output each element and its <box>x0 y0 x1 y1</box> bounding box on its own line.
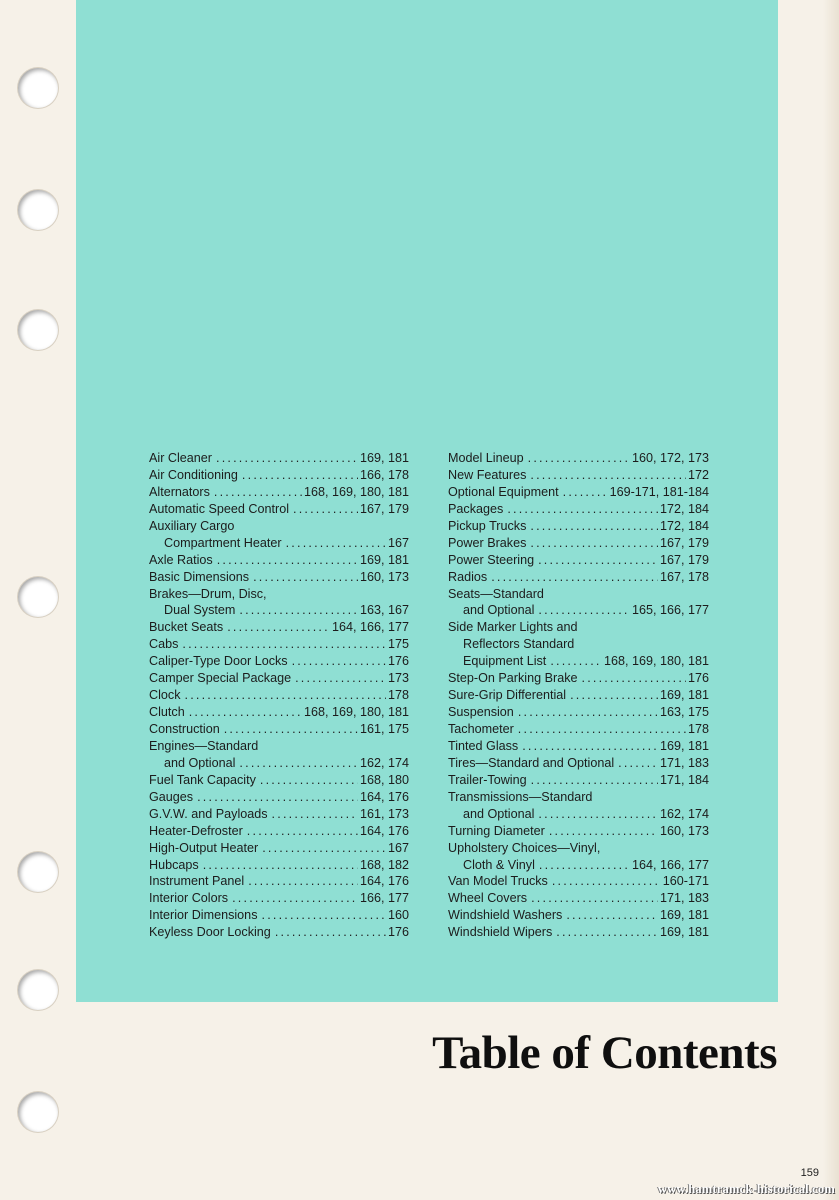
index-term: Van Model Trucks <box>448 874 548 889</box>
dot-leader <box>189 704 302 721</box>
dot-leader <box>248 873 358 890</box>
index-entry <box>149 450 409 467</box>
index-term: Wheel Covers <box>448 891 528 906</box>
dot-leader <box>518 721 686 738</box>
index-pages: 178 <box>687 722 709 736</box>
index-term: Air Cleaner <box>149 451 212 465</box>
index-entry <box>448 569 709 586</box>
index-term: Interior Colors <box>149 891 229 906</box>
index-term: Hubcaps <box>149 857 199 872</box>
index-pages: 172, 184 <box>659 518 709 533</box>
index-pages: 176 <box>387 925 409 940</box>
binder-hole <box>18 1092 58 1132</box>
index-pages: 160-171 <box>662 874 709 889</box>
index-term: Automatic Speed Control <box>149 501 290 516</box>
index-term: Tachometer <box>448 722 514 736</box>
index-term: Packages <box>448 501 504 516</box>
index-pages: 166, 178 <box>359 467 409 482</box>
index-pages: 171, 184 <box>659 772 709 787</box>
dot-leader <box>260 772 358 789</box>
index-entry <box>448 857 709 874</box>
dot-leader <box>566 907 658 924</box>
index-entry <box>448 552 709 569</box>
dot-leader <box>197 789 358 806</box>
index-pages: 172, 184 <box>659 501 709 516</box>
index-pages: 162, 174 <box>659 806 709 821</box>
index-entry <box>149 670 409 687</box>
index-entry <box>448 518 709 535</box>
index-entry <box>149 586 409 603</box>
index-pages: 176 <box>387 654 409 669</box>
dot-leader <box>531 890 658 907</box>
index-entry <box>149 789 409 806</box>
index-term: Construction <box>149 722 220 736</box>
index-term: Engines—Standard <box>149 738 259 753</box>
index-entry <box>448 890 709 907</box>
index-pages: 168, 182 <box>359 857 409 872</box>
index-column-left <box>149 450 409 941</box>
index-term: G.V.W. and Payloads <box>149 806 268 821</box>
index-entry <box>448 535 709 552</box>
index-term: Pickup Trucks <box>448 518 527 533</box>
index-entry <box>149 738 409 755</box>
dot-leader <box>556 924 658 941</box>
index-entry <box>448 806 709 823</box>
index-term: Side Marker Lights and <box>448 620 578 635</box>
index-entry <box>448 586 709 603</box>
index-entry <box>149 721 409 738</box>
dot-leader <box>522 738 658 755</box>
index-pages: 169, 181 <box>659 688 709 703</box>
index-term: Equipment List <box>463 654 547 669</box>
index-pages: 166, 177 <box>359 891 409 906</box>
index-entry <box>149 704 409 721</box>
index-entry <box>149 924 409 941</box>
index-pages: 168, 169, 180, 181 <box>303 484 409 499</box>
dot-leader <box>239 755 358 772</box>
index-pages: 169, 181 <box>359 451 409 465</box>
dot-leader <box>538 602 630 619</box>
index-pages: 169, 181 <box>659 908 709 923</box>
index-pages: 169, 181 <box>659 738 709 753</box>
dot-leader <box>262 840 386 857</box>
dot-leader <box>185 687 386 704</box>
dot-leader <box>563 484 608 501</box>
index-pages: 168, 169, 180, 181 <box>603 654 709 669</box>
binder-hole <box>18 970 58 1010</box>
index-term: Radios <box>448 569 488 584</box>
index-pages: 169-171, 181-184 <box>609 484 709 499</box>
index-entry <box>149 518 409 535</box>
index-entry <box>149 840 409 857</box>
dot-leader <box>232 890 358 907</box>
index-pages: 172 <box>687 467 709 482</box>
dot-leader <box>549 823 658 840</box>
index-entry <box>149 619 409 636</box>
index-entry <box>448 653 709 670</box>
dot-leader <box>247 823 358 840</box>
dot-leader <box>538 806 658 823</box>
index-term: Power Steering <box>448 552 535 567</box>
index-pages: 169, 181 <box>659 925 709 940</box>
index-entry <box>448 721 709 738</box>
index-term: Caliper-Type Door Locks <box>149 654 288 669</box>
dot-leader <box>570 687 658 704</box>
dot-leader <box>618 755 658 772</box>
dot-leader <box>293 501 358 518</box>
index-pages: 167 <box>387 535 409 550</box>
index-entry <box>448 687 709 704</box>
index-entry <box>448 823 709 840</box>
index-term: Clutch <box>149 705 185 720</box>
index-entry <box>448 704 709 721</box>
dot-leader <box>539 857 630 874</box>
index-pages: 164, 166, 177 <box>631 857 709 872</box>
index-term: Tinted Glass <box>448 738 519 753</box>
dot-leader <box>552 873 661 890</box>
dot-leader <box>262 907 386 924</box>
index-term: Cabs <box>149 637 179 652</box>
index-term: Step-On Parking Brake <box>448 671 578 686</box>
index-term: Sure-Grip Differential <box>448 688 567 703</box>
index-term: Air Conditioning <box>149 467 238 482</box>
index-entry <box>448 501 709 518</box>
index-entry <box>149 569 409 586</box>
index-entry <box>448 467 709 484</box>
index-pages: 167, 178 <box>659 569 709 584</box>
index-term: Brakes—Drum, Disc, <box>149 586 267 601</box>
dot-leader <box>224 721 358 738</box>
index-entry <box>149 602 409 619</box>
index-term: Heater-Defroster <box>149 823 243 838</box>
index-entry <box>448 873 709 890</box>
index-pages: 171, 183 <box>659 891 709 906</box>
dot-leader <box>582 670 686 687</box>
index-entry <box>448 772 709 789</box>
index-entry <box>149 687 409 704</box>
index-pages: 164, 176 <box>359 874 409 889</box>
index-term: Camper Special Package <box>149 671 292 686</box>
index-pages: 160 <box>387 908 409 923</box>
index-term: Fuel Tank Capacity <box>149 772 256 787</box>
dot-leader <box>530 467 686 484</box>
index-term: Cloth & Vinyl <box>463 857 535 872</box>
index-pages: 167, 179 <box>659 552 709 567</box>
dot-leader <box>216 450 358 467</box>
index-entry <box>149 873 409 890</box>
index-pages: 163, 167 <box>359 603 409 618</box>
index-term: Optional Equipment <box>448 484 559 499</box>
page-edge <box>823 0 839 1200</box>
dot-leader <box>530 518 658 535</box>
index-entry <box>448 619 709 636</box>
dot-leader <box>550 653 602 670</box>
index-term: Instrument Panel <box>149 874 245 889</box>
index-term: Seats—Standard <box>448 586 544 601</box>
index-entry <box>149 636 409 653</box>
index-pages: 169, 181 <box>359 552 409 567</box>
dot-leader <box>292 653 386 670</box>
dot-leader <box>272 806 358 823</box>
index-entry <box>149 467 409 484</box>
dot-leader <box>217 552 358 569</box>
index-pages: 160, 173 <box>659 823 709 838</box>
index-entry <box>448 755 709 772</box>
index-pages: 161, 173 <box>359 806 409 821</box>
index-pages: 160, 172, 173 <box>631 451 709 465</box>
index-term: New Features <box>448 467 527 482</box>
dot-leader <box>182 636 386 653</box>
page-title: Table of Contents <box>432 1027 777 1079</box>
binder-hole <box>18 310 58 350</box>
dot-leader <box>528 450 630 467</box>
index-pages: 168, 169, 180, 181 <box>303 705 409 720</box>
index-entry <box>149 501 409 518</box>
dot-leader <box>518 704 658 721</box>
dot-leader <box>530 535 658 552</box>
index-entry <box>448 924 709 941</box>
index-term: Compartment Heater <box>164 535 282 550</box>
index-entry <box>448 602 709 619</box>
index-entry <box>448 636 709 653</box>
index-term: and Optional <box>164 755 236 770</box>
index-pages: 178 <box>387 688 409 703</box>
index-pages: 165, 166, 177 <box>631 603 709 618</box>
index-entry <box>149 806 409 823</box>
index-term: Trailer-Towing <box>448 772 527 787</box>
dot-leader <box>239 602 358 619</box>
dot-leader <box>227 619 330 636</box>
binder-hole <box>18 577 58 617</box>
index-entry <box>149 823 409 840</box>
index-term: Windshield Wipers <box>448 925 553 940</box>
index-term: Windshield Washers <box>448 908 563 923</box>
index-pages: 164, 176 <box>359 823 409 838</box>
index-term: Clock <box>149 688 181 703</box>
index-pages: 167 <box>387 840 409 855</box>
index-entry <box>448 484 709 501</box>
watermark: www.hamtramck-historical.com <box>657 1182 835 1196</box>
index-pages: 167, 179 <box>359 501 409 516</box>
index-entry <box>448 738 709 755</box>
index-entry <box>149 484 409 501</box>
dot-leader <box>242 467 358 484</box>
index-entry <box>149 552 409 569</box>
index-pages: 176 <box>687 671 709 686</box>
index-entry <box>149 772 409 789</box>
index-pages: 167, 179 <box>659 535 709 550</box>
index-pages: 168, 180 <box>359 772 409 787</box>
index-pages: 171, 183 <box>659 755 709 770</box>
index-term: Model Lineup <box>448 451 524 465</box>
index-entry <box>448 789 709 806</box>
dot-leader <box>295 670 386 687</box>
index-pages: 173 <box>387 671 409 686</box>
index-pages: 164, 166, 177 <box>331 620 409 635</box>
index-term: Suspension <box>448 705 514 720</box>
index-term: and Optional <box>463 806 535 821</box>
dot-leader <box>507 501 658 518</box>
dot-leader <box>491 569 658 586</box>
binder-hole <box>18 68 58 108</box>
index-term: High-Output Heater <box>149 840 259 855</box>
index-pages: 175 <box>387 637 409 652</box>
index-term: Bucket Seats <box>149 620 224 635</box>
index-pages: 164, 176 <box>359 789 409 804</box>
index-entry <box>448 907 709 924</box>
index-entry <box>149 857 409 874</box>
dot-leader <box>203 857 358 874</box>
dot-leader <box>538 552 658 569</box>
index-entry <box>149 755 409 772</box>
index-term: Transmissions—Standard <box>448 789 593 804</box>
index-entry <box>448 670 709 687</box>
dot-leader <box>531 772 658 789</box>
index-pages: 162, 174 <box>359 755 409 770</box>
index-term: Alternators <box>149 484 210 499</box>
index-entry <box>149 907 409 924</box>
index-entry <box>448 450 709 467</box>
index-entry <box>149 535 409 552</box>
page-number: 159 <box>800 1167 819 1179</box>
index-term: Reflectors Standard <box>463 637 575 652</box>
index-term: Tires—Standard and Optional <box>448 755 615 770</box>
binder-hole <box>18 190 58 230</box>
binder-hole <box>18 852 58 892</box>
index-term: Interior Dimensions <box>149 908 258 923</box>
index-term: Auxiliary Cargo <box>149 518 235 533</box>
index-term: Axle Ratios <box>149 552 213 567</box>
index-entry <box>149 653 409 670</box>
index-term: Basic Dimensions <box>149 569 250 584</box>
index-pages: 163, 175 <box>659 705 709 720</box>
dot-leader <box>214 484 302 501</box>
index-term: Dual System <box>164 603 236 618</box>
index-term: Keyless Door Locking <box>149 925 271 940</box>
index-entry <box>149 890 409 907</box>
dot-leader <box>275 924 386 941</box>
index-term: Turning Diameter <box>448 823 545 838</box>
dot-leader <box>253 569 358 586</box>
dot-leader <box>286 535 386 552</box>
index-entry <box>448 840 709 857</box>
index-column-right <box>448 450 709 941</box>
index-term: and Optional <box>463 603 535 618</box>
index-term: Gauges <box>149 789 194 804</box>
index-term: Upholstery Choices—Vinyl, <box>448 840 601 855</box>
index-term: Power Brakes <box>448 535 527 550</box>
index-pages: 161, 175 <box>359 722 409 736</box>
index-pages: 160, 173 <box>359 569 409 584</box>
